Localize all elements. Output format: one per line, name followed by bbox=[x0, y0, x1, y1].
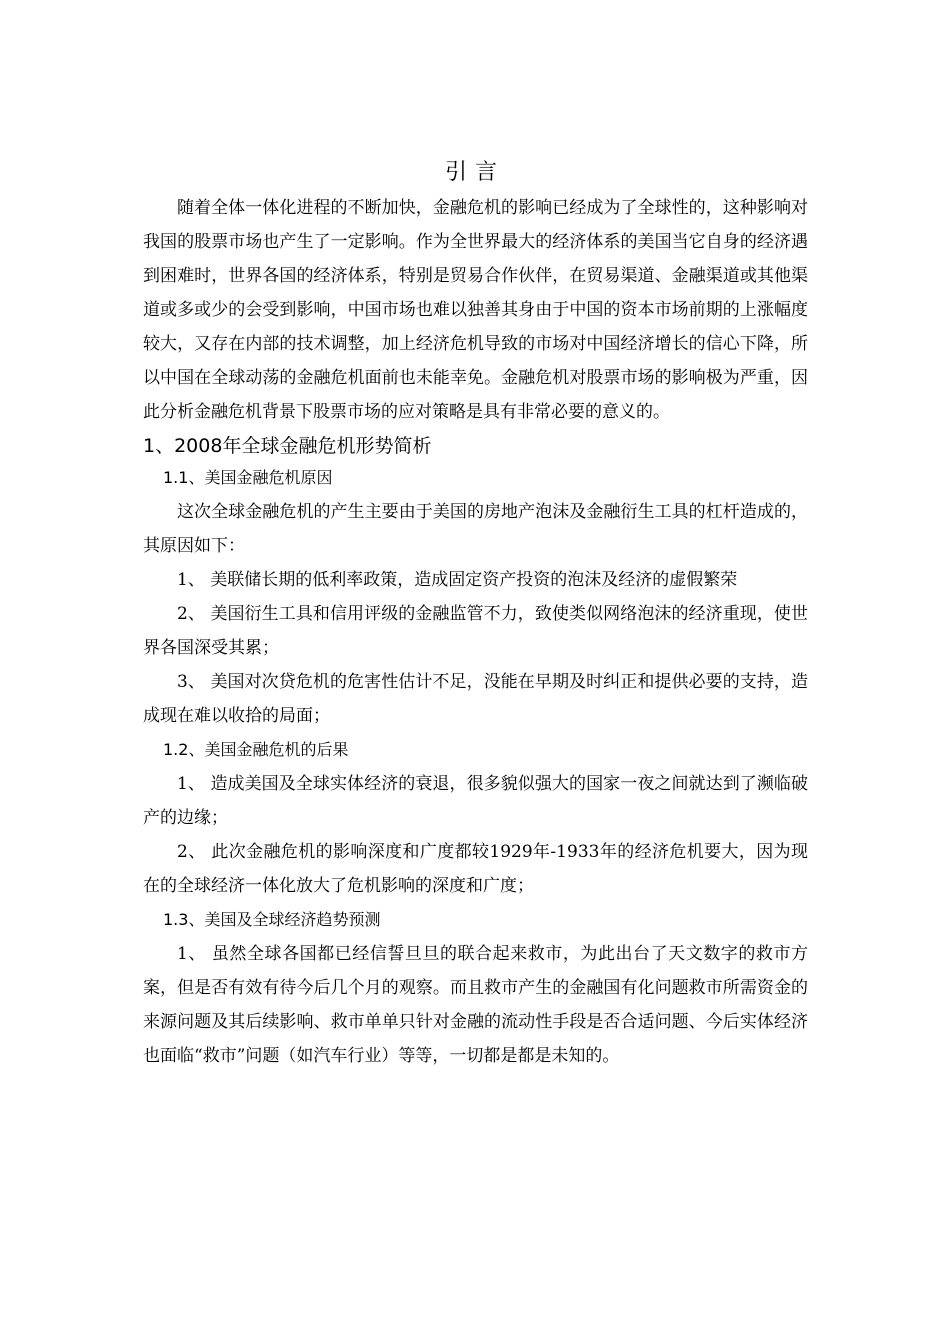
subsection-heading-1-3 bbox=[143, 903, 808, 937]
list-item: 1、 造成美国及全球实体经济的衰退，很多貌似强大的国家一夜之间就达到了濒临破产的边缘； bbox=[143, 774, 808, 828]
list-item: 2、 此次金融危机的影响深度和广度都较1929年-1933年的经济危机要大，因为现在的全球经济一体化放大了危机影响的深度和广度； bbox=[143, 842, 808, 896]
list-item: 1、 虽然全球各国都已经信誓旦旦的联合起来救市，为此出台了天文数字的救市方案，但是否有效有待今后几个月的观察。而且救市产生的金融国有化问题救市所需资金的来源问题及其后续影响、救市单单只针对金融的流动性手段是否合适问题、今后实体经济也面临“救市”问题（如汽车行业）等等，一切都是都是未知的。 bbox=[143, 944, 808, 1066]
subsection-title: 、美国金融危机原因 bbox=[188, 468, 333, 487]
subsection-title: 、美国金融危机的后果 bbox=[188, 740, 349, 759]
intro-paragraph: 随着全体一体化进程的不断加快，金融危机的影响已经成为了全球性的，这种影响对我国的股票市场也产生了一定影响。作为全世界最大的经济体系的美国当它自身的经济遇到困难时，世界各国的经济体系，特别是贸易合作伙伴，在贸易渠道、金融渠道或其他渠道或多或少的会受到影响，中国市场也难以独善其身由于中国的资本市场前期的上涨幅度较大，又存在内部的技术调整，加上经济危机导致的市场对中国经济增长的信心下降，所以中国在全球动荡的金融危机面前也未能幸免。金融危机对股票市场的影响极为严重，因此分析金融危机背景下股票市场的应对策略是具有非常必要的意义的。 bbox=[143, 198, 808, 422]
subsection-heading-1-2 bbox=[143, 733, 808, 767]
document-title: 引言 bbox=[444, 160, 505, 185]
list-item: 1、 美联储长期的低利率政策，造成固定资产投资的泡沫及经济的虚假繁荣 bbox=[177, 570, 738, 590]
list-item: 3、 美国对次贷危机的危害性估计不足，没能在早期及时纠正和提供必要的支持，造成现在难以收拾的局面； bbox=[143, 672, 808, 726]
subsection-number: 1.2 bbox=[163, 740, 189, 759]
subsection-title: 、美国及全球经济趋势预测 bbox=[188, 910, 381, 929]
list-item: 2、 美国衍生工具和信用评级的金融监管不力，致使类似网络泡沫的经济重现，使世界各国深受其累； bbox=[143, 604, 808, 658]
subsection-1-1-intro: 这次全球金融危机的产生主要由于美国的房地产泡沫及金融衍生工具的杠杆造成的，其原因如下： bbox=[143, 502, 808, 556]
document-body bbox=[143, 191, 808, 1073]
subsection-heading-1-1 bbox=[143, 461, 808, 495]
subsection-number: 1.1 bbox=[163, 468, 189, 487]
section-heading-1: 1、2008年全球金融危机形势简析 bbox=[143, 435, 432, 457]
subsection-number: 1.3 bbox=[163, 910, 189, 929]
